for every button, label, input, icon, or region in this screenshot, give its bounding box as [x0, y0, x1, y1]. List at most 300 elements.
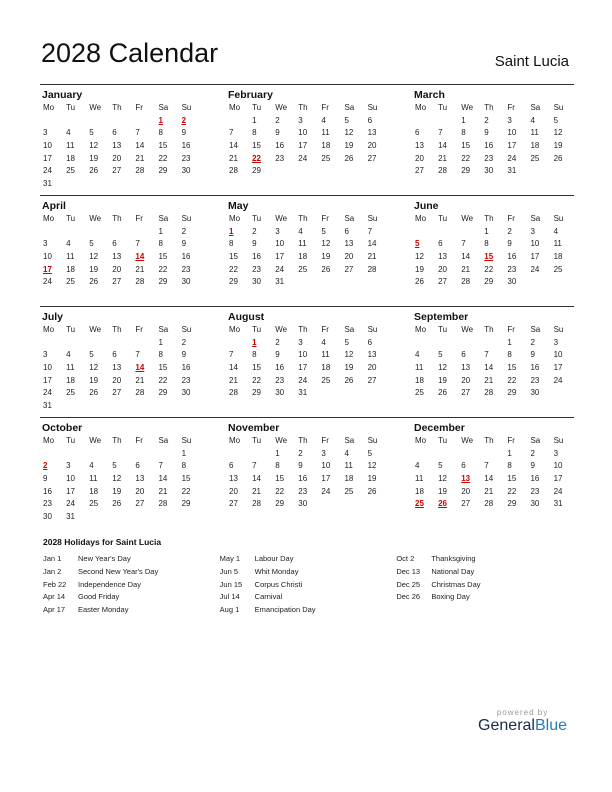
- day-cell: 8: [507, 461, 512, 471]
- weekday-header: Sa: [158, 325, 169, 334]
- holiday-name: National Day: [431, 566, 475, 576]
- day-cell: 1: [252, 115, 257, 125]
- day-cell: 16: [181, 252, 191, 262]
- day-cell: 24: [66, 499, 75, 509]
- holiday-date: Apr 14: [43, 592, 66, 602]
- day-cell: 7: [229, 128, 234, 138]
- day-cell: 20: [344, 252, 354, 262]
- day-cell: 13: [415, 141, 424, 151]
- weekday-header: Tu: [438, 436, 448, 445]
- day-cell: 29: [158, 388, 168, 398]
- weekday-header: Th: [484, 103, 494, 112]
- day-cell: 19: [438, 375, 447, 385]
- empty-cell: [458, 337, 481, 350]
- day-cell: 11: [530, 128, 539, 138]
- day-cell: 19: [415, 264, 424, 274]
- day-cell: 9: [275, 128, 280, 138]
- weekday-header: Th: [298, 436, 308, 445]
- day-cell: 22: [181, 486, 191, 496]
- day-cell: 29: [507, 499, 517, 509]
- day-cell: 30: [530, 388, 540, 398]
- day-cell: 28: [135, 388, 145, 398]
- empty-cell: [226, 115, 249, 128]
- day-cell: 28: [229, 166, 238, 176]
- month-name: September: [414, 311, 469, 323]
- day-cell: 28: [367, 264, 377, 274]
- day-cell: 3: [43, 239, 48, 249]
- day-cell: 10: [530, 239, 540, 249]
- day-cell: 12: [344, 350, 354, 360]
- weekday-header: We: [275, 436, 288, 445]
- day-cell: 3: [321, 448, 326, 458]
- day-cell: 30: [181, 388, 191, 398]
- day-cell: 5: [321, 226, 326, 236]
- day-cell: 5: [89, 350, 94, 360]
- day-cell: 20: [135, 486, 145, 496]
- weekday-header: Sa: [344, 214, 355, 223]
- day-cell: 8: [181, 461, 187, 471]
- day-cell: 16: [530, 474, 540, 484]
- day-cell: 13: [112, 141, 122, 151]
- day-grid: [412, 435, 574, 511]
- day-cell: 15: [507, 363, 517, 373]
- day-cell: 26: [89, 388, 99, 398]
- day-cell: 23: [252, 264, 261, 274]
- day-cell: 10: [66, 474, 75, 484]
- day-cell: 14: [438, 141, 447, 151]
- day-grid: [412, 102, 574, 178]
- day-cell: 30: [43, 512, 52, 522]
- holiday-date: Apr 17: [43, 605, 66, 615]
- day-cell: 21: [135, 153, 145, 163]
- day-cell: 7: [158, 461, 163, 471]
- day-cell: 12: [367, 461, 377, 471]
- day-cell: 19: [89, 153, 99, 163]
- holiday-item: [220, 566, 397, 579]
- day-cell: 10: [507, 128, 517, 138]
- weekday-header: Th: [112, 214, 122, 223]
- day-cell: 7: [461, 239, 466, 249]
- weekday-header: Mo: [43, 436, 55, 445]
- day-cell: 25: [298, 264, 308, 274]
- day-cell: 11: [298, 239, 307, 249]
- day-cell: 24: [43, 388, 52, 398]
- empty-cell: [63, 115, 86, 128]
- day-cell: 4: [298, 226, 303, 236]
- day-cell: 20: [461, 375, 471, 385]
- day-grid: [40, 102, 202, 191]
- day-cell: 3: [298, 337, 303, 347]
- day-cell: 17: [507, 141, 517, 151]
- day-cell: 29: [484, 277, 494, 287]
- day-cell: 26: [89, 166, 99, 176]
- day-cell: 2: [530, 448, 535, 458]
- month-january: [40, 85, 202, 195]
- holiday-item: [43, 591, 220, 604]
- holidays-title: 2028 Holidays for Saint Lucia: [43, 537, 162, 547]
- holiday-item: [43, 553, 220, 566]
- month-name: January: [42, 89, 83, 101]
- day-cell: 22: [158, 375, 168, 385]
- day-cell: 27: [112, 277, 122, 287]
- weekday-header: Th: [298, 103, 308, 112]
- weekday-header: Sa: [158, 103, 169, 112]
- empty-cell: [109, 448, 132, 461]
- day-cell: 15: [461, 141, 471, 151]
- holiday-item: [43, 604, 220, 617]
- day-cell: 28: [461, 277, 471, 287]
- day-cell: 19: [553, 141, 563, 151]
- day-cell: 23: [181, 375, 191, 385]
- weekday-header: Su: [181, 214, 192, 223]
- day-cell: 7: [135, 128, 140, 138]
- day-cell: 2: [530, 337, 535, 347]
- day-cell: 13: [112, 252, 122, 262]
- day-cell: 2: [275, 115, 280, 125]
- weekday-header: Th: [298, 214, 308, 223]
- day-cell: 9: [507, 239, 512, 249]
- day-cell: 15: [158, 252, 168, 262]
- day-cell: 20: [461, 486, 471, 496]
- month-grid: [40, 84, 574, 528]
- day-cell: 7: [367, 226, 373, 236]
- day-cell: 17: [66, 486, 75, 496]
- day-cell: 4: [344, 448, 349, 458]
- day-cell: 19: [112, 486, 122, 496]
- day-cell: 27: [112, 388, 122, 398]
- day-cell: 24: [321, 486, 331, 496]
- day-cell: 5: [89, 239, 94, 249]
- empty-cell: [458, 226, 481, 239]
- day-cell: 14: [252, 474, 261, 484]
- weekday-header: Sa: [344, 436, 355, 445]
- day-cell: 30: [252, 277, 261, 287]
- day-cell: 12: [89, 363, 99, 373]
- day-cell: 25: [415, 388, 424, 398]
- day-cell: 1: [158, 337, 163, 347]
- holiday-day: 13: [461, 474, 471, 484]
- day-cell: 2: [181, 226, 187, 236]
- weekday-header: Su: [553, 103, 564, 112]
- day-cell: 10: [298, 350, 308, 360]
- brand-logo[interactable]: [478, 708, 567, 735]
- weekday-header: Mo: [43, 214, 55, 223]
- day-cell: 20: [438, 264, 447, 274]
- day-cell: 1: [158, 226, 163, 236]
- day-cell: 3: [553, 448, 559, 458]
- day-cell: 29: [461, 166, 471, 176]
- holiday-day: 15: [484, 252, 494, 262]
- day-cell: 18: [321, 141, 331, 151]
- holiday-day: 2: [43, 461, 48, 471]
- day-cell: 18: [66, 375, 75, 385]
- empty-cell: [435, 337, 458, 350]
- month-name: October: [42, 422, 83, 434]
- day-cell: 20: [112, 375, 122, 385]
- day-cell: 24: [553, 486, 563, 496]
- day-cell: 14: [461, 252, 471, 262]
- day-cell: 13: [438, 252, 447, 262]
- weekday-header: Mo: [43, 103, 55, 112]
- day-cell: 19: [344, 363, 354, 373]
- day-cell: 18: [66, 264, 75, 274]
- empty-cell: [40, 226, 63, 239]
- day-cell: 6: [229, 461, 234, 471]
- weekday-header: Tu: [66, 214, 76, 223]
- holiday-day: 25: [415, 499, 424, 509]
- month-row: [40, 195, 574, 306]
- holiday-item: [43, 579, 220, 592]
- day-cell: 11: [66, 363, 75, 373]
- day-cell: 9: [484, 128, 489, 138]
- day-cell: 12: [438, 363, 447, 373]
- holiday-item: [396, 566, 573, 579]
- month-row: [40, 417, 574, 528]
- day-cell: 7: [438, 128, 443, 138]
- day-cell: 26: [321, 264, 331, 274]
- day-cell: 17: [298, 141, 308, 151]
- day-cell: 17: [43, 153, 52, 163]
- weekday-header: We: [89, 325, 102, 334]
- empty-cell: [132, 337, 155, 350]
- day-cell: 26: [367, 486, 377, 496]
- weekday-header: Tu: [252, 436, 262, 445]
- day-cell: 16: [43, 486, 52, 496]
- day-cell: 31: [507, 166, 517, 176]
- day-cell: 25: [344, 486, 354, 496]
- day-cell: 4: [321, 337, 326, 347]
- day-cell: 9: [181, 128, 187, 138]
- holiday-item: [220, 591, 397, 604]
- weekday-header: Su: [553, 214, 564, 223]
- holiday-date: Oct 2: [396, 554, 415, 563]
- day-cell: 4: [66, 128, 71, 138]
- holiday-date: Dec 13: [396, 566, 421, 576]
- day-cell: 31: [275, 277, 285, 287]
- day-cell: 2: [484, 115, 489, 125]
- month-name: November: [228, 422, 280, 434]
- day-cell: 28: [158, 499, 168, 509]
- day-cell: 21: [135, 375, 145, 385]
- month-name: May: [228, 200, 249, 212]
- day-cell: 18: [66, 153, 75, 163]
- empty-cell: [435, 448, 458, 461]
- day-cell: 30: [484, 166, 494, 176]
- day-cell: 26: [344, 153, 354, 163]
- day-cell: 9: [181, 350, 187, 360]
- weekday-header: Mo: [43, 325, 55, 334]
- day-cell: 21: [367, 252, 377, 262]
- empty-cell: [435, 226, 458, 239]
- month-name: February: [228, 89, 273, 101]
- empty-cell: [226, 448, 249, 461]
- day-cell: 20: [112, 153, 122, 163]
- day-cell: 30: [298, 499, 308, 509]
- day-cell: 6: [112, 239, 117, 249]
- day-cell: 6: [461, 461, 466, 471]
- holiday-date: Jun 5: [219, 566, 239, 576]
- weekday-header: Fr: [321, 103, 329, 112]
- day-cell: 15: [252, 363, 261, 373]
- day-cell: 21: [229, 375, 238, 385]
- day-cell: 25: [89, 499, 99, 509]
- day-cell: 25: [321, 153, 331, 163]
- day-cell: 2: [275, 337, 280, 347]
- month-june: [412, 196, 574, 306]
- day-cell: 10: [275, 239, 285, 249]
- day-cell: 8: [252, 128, 257, 138]
- day-cell: 8: [275, 461, 280, 471]
- month-name: June: [414, 200, 439, 212]
- day-cell: 5: [344, 115, 349, 125]
- holiday-date: Dec 25: [396, 579, 421, 589]
- weekday-header: We: [461, 214, 474, 223]
- day-cell: 21: [229, 153, 238, 163]
- day-cell: 29: [229, 277, 238, 287]
- day-cell: 21: [484, 375, 494, 385]
- day-cell: 2: [181, 337, 187, 347]
- day-cell: 24: [298, 375, 308, 385]
- day-cell: 14: [158, 474, 168, 484]
- holiday-date: Jun 15: [219, 579, 243, 589]
- day-cell: 29: [252, 166, 261, 176]
- month-name: April: [42, 200, 66, 212]
- day-cell: 6: [112, 128, 117, 138]
- day-cell: 7: [484, 350, 489, 360]
- holiday-item: [396, 591, 573, 604]
- weekday-header: We: [461, 436, 474, 445]
- day-grid: [226, 102, 388, 178]
- day-cell: 6: [461, 350, 466, 360]
- month-may: [226, 196, 388, 306]
- holiday-date: Jan 1: [43, 554, 62, 563]
- day-cell: 8: [484, 239, 489, 249]
- day-cell: 23: [43, 499, 52, 509]
- weekday-header: Fr: [135, 436, 143, 445]
- holiday-name: Second New Year's Day: [78, 566, 159, 576]
- day-cell: 10: [553, 350, 563, 360]
- weekday-header: Th: [484, 436, 494, 445]
- day-cell: 16: [530, 363, 540, 373]
- empty-cell: [458, 448, 481, 461]
- holiday-item: [43, 566, 220, 579]
- day-cell: 28: [484, 499, 494, 509]
- weekday-header: Sa: [344, 325, 355, 334]
- day-cell: 21: [158, 486, 168, 496]
- day-grid: [226, 324, 388, 400]
- day-cell: 27: [367, 375, 377, 385]
- empty-cell: [412, 115, 435, 128]
- day-cell: 2: [298, 448, 303, 458]
- day-cell: 5: [112, 461, 117, 471]
- day-cell: 20: [415, 153, 424, 163]
- day-cell: 9: [275, 350, 280, 360]
- day-cell: 10: [43, 141, 52, 151]
- day-cell: 28: [135, 166, 145, 176]
- day-cell: 4: [415, 350, 420, 360]
- day-cell: 6: [112, 350, 117, 360]
- empty-cell: [132, 226, 155, 239]
- month-october: [40, 418, 202, 528]
- day-cell: 22: [507, 375, 517, 385]
- day-cell: 27: [461, 499, 471, 509]
- day-cell: 20: [367, 141, 377, 151]
- day-cell: 3: [43, 350, 48, 360]
- holiday-name: Whit Monday: [254, 566, 299, 576]
- empty-cell: [481, 448, 504, 461]
- day-cell: 24: [298, 153, 308, 163]
- day-cell: 20: [229, 486, 238, 496]
- month-july: [40, 307, 202, 417]
- day-cell: 10: [43, 363, 52, 373]
- weekday-header: Mo: [415, 436, 427, 445]
- day-cell: 4: [530, 115, 535, 125]
- weekday-header: We: [275, 214, 288, 223]
- day-cell: 13: [367, 128, 377, 138]
- day-cell: 29: [181, 499, 191, 509]
- day-grid: [40, 213, 202, 289]
- day-cell: 21: [461, 264, 471, 274]
- day-cell: 19: [89, 375, 99, 385]
- weekday-header: Tu: [252, 325, 262, 334]
- holiday-day: 26: [438, 499, 447, 509]
- weekday-header: Su: [367, 214, 378, 223]
- weekday-header: We: [89, 214, 102, 223]
- day-cell: 15: [275, 474, 285, 484]
- day-cell: 3: [275, 226, 280, 236]
- weekday-header: Su: [181, 103, 192, 112]
- weekday-header: Su: [181, 436, 192, 445]
- holiday-column: [396, 553, 573, 617]
- day-grid: [40, 324, 202, 413]
- day-cell: 27: [344, 264, 354, 274]
- holiday-day: 22: [252, 153, 261, 163]
- holidays-list: [43, 553, 573, 617]
- day-cell: 25: [553, 264, 563, 274]
- weekday-header: We: [89, 436, 102, 445]
- holiday-column: [43, 553, 220, 617]
- weekday-header: Th: [298, 325, 308, 334]
- weekday-header: Tu: [66, 325, 76, 334]
- powered-by-text: powered by: [496, 708, 549, 717]
- weekday-header: Sa: [344, 103, 355, 112]
- day-cell: 1: [181, 448, 187, 458]
- empty-cell: [63, 337, 86, 350]
- day-cell: 18: [530, 141, 540, 151]
- day-cell: 31: [43, 401, 52, 411]
- day-cell: 28: [438, 166, 447, 176]
- weekday-header: Mo: [229, 325, 241, 334]
- day-cell: 9: [181, 239, 187, 249]
- day-cell: 14: [229, 363, 238, 373]
- day-cell: 1: [507, 448, 512, 458]
- month-november: [226, 418, 388, 528]
- day-cell: 23: [298, 486, 308, 496]
- day-cell: 24: [553, 375, 563, 385]
- day-cell: 5: [438, 350, 443, 360]
- day-cell: 15: [158, 141, 168, 151]
- weekday-header: Sa: [158, 436, 169, 445]
- holiday-name: Independence Day: [78, 579, 141, 589]
- day-cell: 5: [89, 128, 94, 138]
- weekday-header: Sa: [158, 214, 169, 223]
- weekday-header: Mo: [229, 103, 241, 112]
- weekday-header: Sa: [530, 103, 541, 112]
- weekday-header: Tu: [438, 103, 448, 112]
- holiday-date: Dec 26: [396, 592, 421, 602]
- month-row: [40, 84, 574, 195]
- country-name: Saint Lucia: [494, 53, 569, 70]
